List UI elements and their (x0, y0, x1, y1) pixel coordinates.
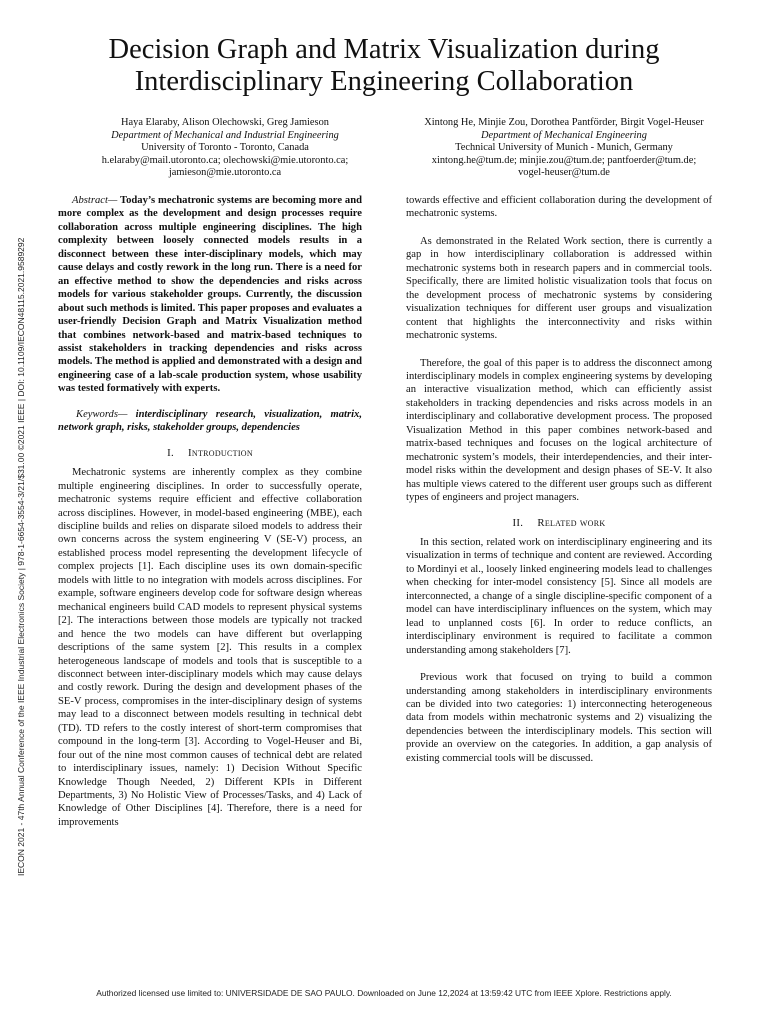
related-work-paragraph-1: In this section, related work on interdisciplinary engineering and its visualization in terms of technique and content are reviewed. According to Mordinyi et al., loosely linked engineering models lead to challenges when checking for inter-model consistency [5]. Since all models are interconnected, a change of a single discipline-specific component of a model can have interdisciplinary influences on the system, which may lead to unplanned costs [6]. In order to reduce conflicts, an interdisciplinary environment is required to facilitate a common understanding among stakeholders [7]. (406, 536, 712, 656)
left-column (58, 194, 362, 829)
intro-paragraph-3: Therefore, the goal of this paper is to address the disconnect among interdisciplinary models in complex engineering systems by developing an interactive visualization method, which can efficiently assist stakeholders in tracking dependencies and risks across models in an interdisciplinary and collaborative development process. The proposed Visualization Method in this paper combines network-based and matrix-based techniques and focuses on the logical architecture of mechatronic system’s models, their interdependencies, and their inter-model risks within the development and design phases of SE-V. It also has multiple views catered to the different user groups such as different types of engineers and project managers. (406, 357, 712, 504)
section-title: Introduction (187, 446, 253, 459)
intro-paragraph-2: As demonstrated in the Related Work section, there is currently a gap in how interdisciplinary collaboration is addressed within mechatronic systems both in research papers and in commercial tools. Specifically, there are limited holistic visualization tools that focus on the development process of mechatronic systems by considering visualization techniques for different user groups and visualization content that highlights the interconnectivity and risks within mechatronic systems. (406, 235, 712, 342)
right-column (406, 194, 712, 765)
intro-paragraph-1-cont: towards effective and efficient collaboration during the development of mechatronic systems. (406, 195, 712, 220)
author-emails: xintong.he@tum.de; minjie.zou@tum.de; pantfoerder@tum.de; (431, 154, 697, 166)
section-number: II. (512, 516, 524, 529)
download-footer: Authorized licensed use limited to: UNIVERSIDADE DE SAO PAULO. Downloaded on June 12,2024 at 13:59:42 UTC from IEEE Xplore. Restrictions apply. (96, 988, 672, 998)
title-line-2: Interdisciplinary Engineering Collaboration (134, 66, 634, 97)
keywords-lead: Keywords— (76, 408, 128, 420)
section-title: Related work (537, 516, 606, 529)
related-work-paragraph-2: Previous work that focused on trying to build a common understanding among stakeholders in interdisciplinary environments can be divided into two categories: 1) interconnecting heterogeneous data from models within mechatronic systems and 2) visualizing the dependencies between the interdisciplinary models. This section will provide an overview on the categories. In addition, a gap analysis of existing commercial tools will be discussed. (406, 672, 712, 764)
author-university: University of Toronto - Toronto, Canada (141, 142, 309, 154)
keywords-text: interdisciplinary research, visualization, matrix, network graph, risks, stakeholder groups, dependencies (58, 408, 362, 434)
keywords (58, 408, 362, 435)
author-block-munich (394, 117, 734, 180)
author-department: Department of Mechanical Engineering (481, 129, 647, 141)
paper-title (40, 34, 728, 98)
section-heading-related-work (406, 517, 712, 530)
abstract-lead: Abstract— (72, 195, 118, 206)
author-university: Technical University of Munich - Munich, Germany (455, 142, 673, 154)
author-names: Haya Elaraby, Alison Olechowski, Greg Jamieson (121, 117, 329, 128)
conference-side-strip: IECON 2021 - 47th Annual Conference of the IEEE Industrial Electronics Society | 978-1-6654-3554-3/21/$31.00 ©2021 IEEE | DOI: 10.1109/IECON48115.2021.9589292 (16, 237, 26, 876)
author-emails-cont: vogel-heuser@tum.de (518, 167, 610, 179)
title-line-1: Decision Graph and Matrix Visualization during (108, 34, 660, 65)
author-department: Department of Mechanical and Industrial Engineering (111, 129, 339, 141)
abstract (58, 194, 362, 396)
author-names: Xintong He, Minjie Zou, Dorothea Pantförder, Birgit Vogel-Heuser (424, 117, 704, 128)
author-block-toronto (60, 117, 390, 180)
author-emails: h.elaraby@mail.utoronto.ca; olechowski@mie.utoronto.ca; (101, 154, 349, 166)
author-emails-cont: jamieson@mie.utoronto.ca (168, 167, 282, 179)
section-heading-introduction (58, 447, 362, 460)
section-number: I. (167, 446, 174, 459)
abstract-text: Today’s mechatronic systems are becoming more and more complex as the development and design processes require collaboration across multiple engineering disciplines. The high complexity between loosely connected models results in a disconnect between these inter-disciplinary models, which may cause delays and costly rework in the long run. There is a need for an effective method to show the dependencies and risks across models for various stakeholder groups. Currently, the discussion about such methods is limited. This paper proposes and evaluates a user-friendly Decision Graph and Matrix Visualization method that combines network-based and matrix-based techniques to assist stakeholders in tracking dependencies and risks across models. The method is applied and demonstrated with a design and engineering case of a lab-scale production system, whose usability was tested formatively with experts. (58, 195, 362, 395)
intro-paragraph-1: Mechatronic systems are inherently complex as they combine multiple engineering disciplines. In order to successfully operate, mechatronic systems require efficient and effective collaboration across disciplines. However, in model-based engineering (MBE), each discipline builds and relies on disparate siloed models to address their own concerns across the system engineering V (SE-V) process, an established process model representing the development lifecycle of complex projects [1]. Each discipline uses its own domain-specific models with little to no integration with models across disciplines. For example, software engineers develop code for software design whereas mechanical engineers build CAD models to represent physical systems [2]. The interactions between those models are typically not tracked and hence the two models can have different but overlapping descriptions of the same system [2]. This results in a complex heterogeneous landscape of models and tools that is susceptible to a disconnect between inter-disciplinary models which may cause delays and costly rework. During the design and development phases of the SE-V process, compromises in the inter-disciplinary design of systems may lead to a disconnect between models resulting in technical debt (TD). TD refers to the costly interest of short-term compromises that compound in the long-term [3]. According to Vogel-Heuser and Bi, four out of the nine most common causes of technical debt are related to interdisciplinary issues, namely: 1) Decision Without Specific Knowledge Though Needed, 2) Different KPIs in Different Departments, 3) No Holistic View of Processes/Tasks, and 4) Lack of Knowledge of Other Disciplines [4]. Therefore, there is a need for improvements (58, 467, 362, 828)
